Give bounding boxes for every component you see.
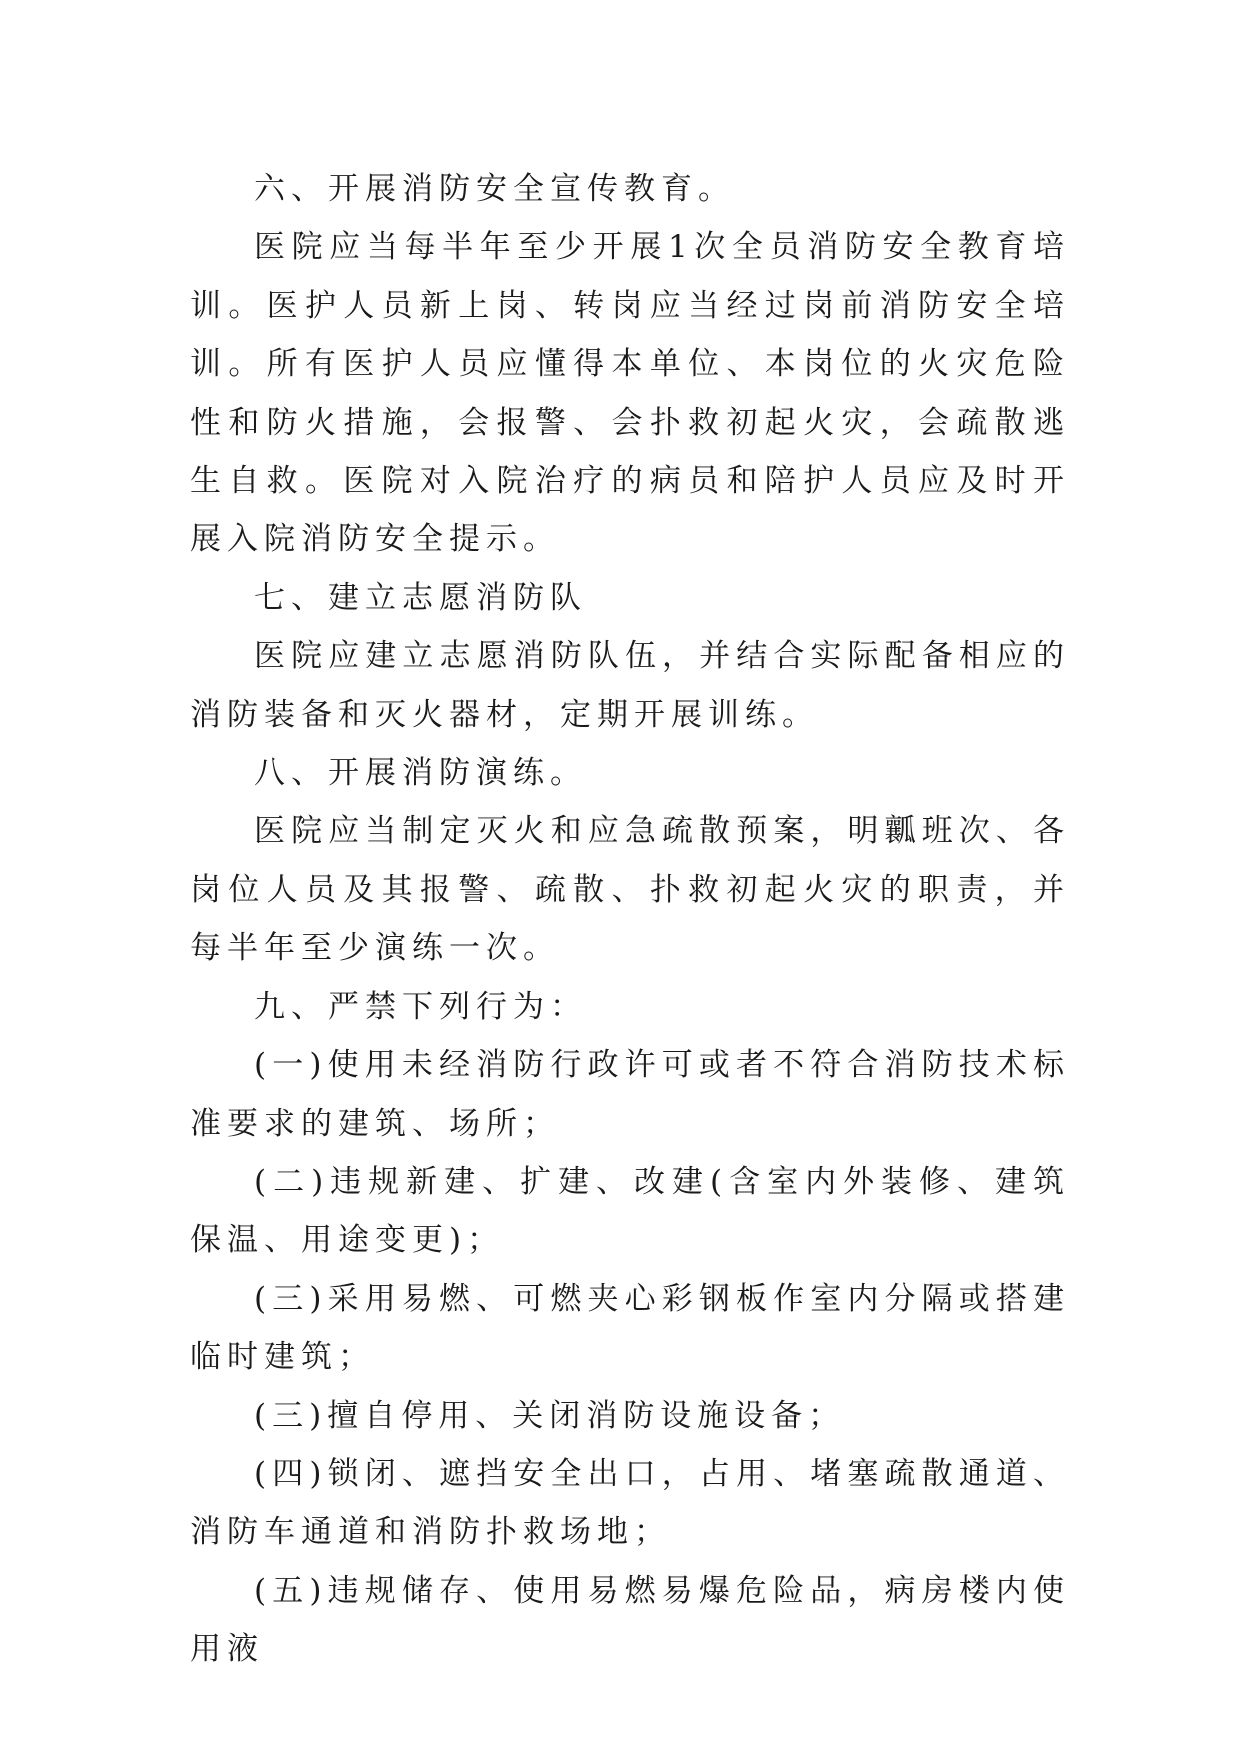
list-item-3a: (三)采用易燃、可燃夹心彩钢板作室内分隔或搭建临时建筑；	[190, 1280, 1070, 1376]
paragraph-education: 医院应当每半年至少开展1次全员消防安全教育培训。医护人员新上岗、转岗应当经过岗前消防安全培训。所有医护人员应懂得本单位、本岗位的火灾危险性和防火措施，会报警、会扑救初起火灾，会疏散逃生自救。医院对入院治疗的病员和陪护人员应及时开展入院消防安全提示。	[190, 229, 1070, 558]
paragraph-volunteer-team: 医院应建立志愿消防队伍，并结合实际配备相应的消防装备和灭火器材，定期开展训练。	[190, 638, 1070, 733]
document-body	[190, 160, 1070, 1679]
section-heading-6: 六、开展消防安全宣传教育。	[254, 171, 735, 207]
list-item-3b: (三)擅自停用、关闭消防设施设备；	[254, 1397, 846, 1434]
section-heading-9: 九、严禁下列行为：	[254, 988, 587, 1025]
section-heading-7: 七、建立志愿消防队	[254, 579, 587, 616]
list-item-2: (二)违规新建、扩建、改建(含室内外装修、建筑保温、用途变更)；	[190, 1163, 1070, 1259]
section-heading-8: 八、开展消防演练。	[254, 755, 587, 792]
list-item-4: (四)锁闭、遮挡安全出口，占用、堵塞疏散通道、消防车通道和消防扑救场地；	[190, 1455, 1070, 1551]
paragraph-drill: 医院应当制定灭火和应急疏散预案，明瓤班次、各岗位人员及其报警、疏散、扑救初起火灾的职责，并每半年至少演练一次。	[190, 813, 1070, 967]
list-item-1: (一)使用未经消防行政许可或者不符合消防技术标准要求的建筑、场所；	[190, 1047, 1070, 1142]
list-item-5: (五)违规储存、使用易燃易爆危险品，病房楼内使用液	[190, 1572, 1070, 1668]
